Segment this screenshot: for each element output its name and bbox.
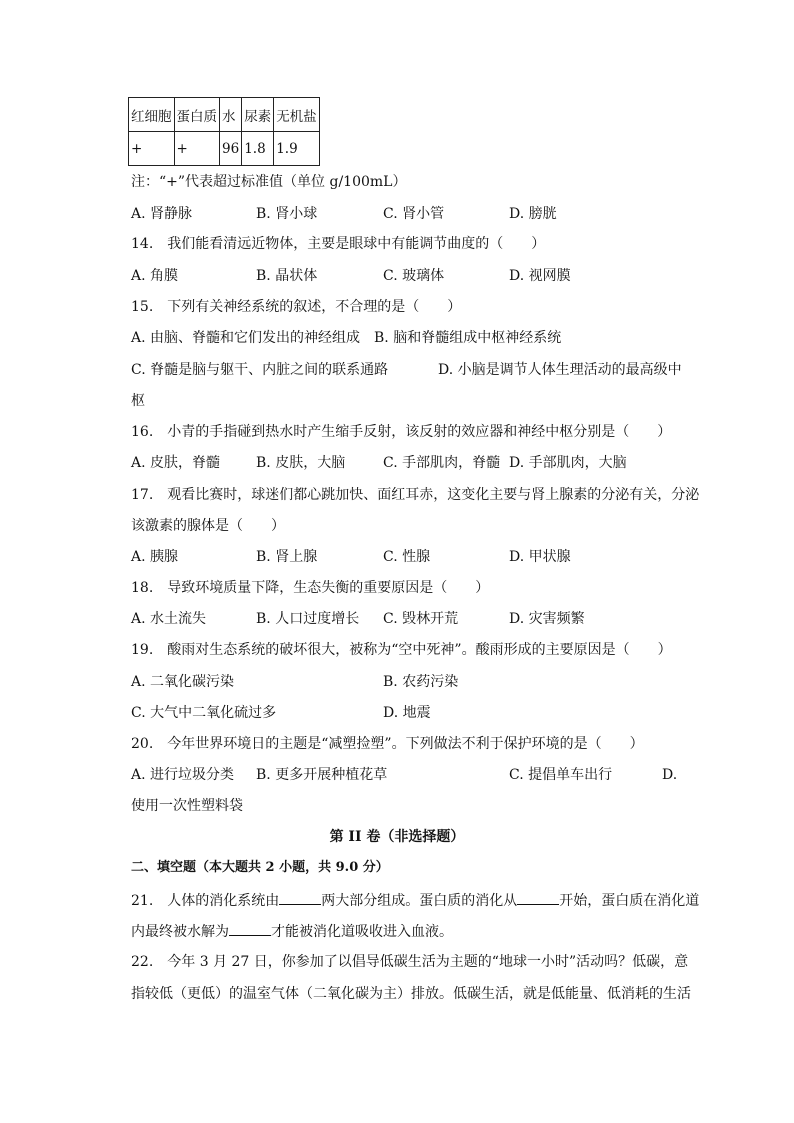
q19-option-c: C. 大气中二氧化硫过多 [131, 705, 277, 721]
table-header-cell: 蛋白质 [174, 98, 220, 132]
q21-text-4: 内最终被水解为 [131, 924, 229, 940]
table-header-cell: 无机盐 [274, 98, 320, 132]
q20-stem: 20. 今年世界环境日的主题是“减塑捡塑”。下列做法不利于保护环境的是（ ） [131, 736, 644, 752]
q13-option-c: C. 肾小管 [383, 206, 445, 222]
q18-option-c: C. 毁林开荒 [383, 611, 459, 627]
q17-stem: 17. 观看比赛时，球迷们都心跳加快、面红耳赤，这变化主要与肾上腺素的分泌有关，分泌 [131, 487, 700, 503]
q18-option-a: A. 水土流失 [131, 611, 207, 627]
q15-stem: 15. 下列有关神经系统的叙述，不合理的是（ ） [131, 299, 462, 315]
q16-stem: 16. 小青的手指碰到热水时产生缩手反射，该反射的效应器和神经中枢分别是（ ） [131, 424, 672, 440]
q22-line-2: 指较低（更低）的温室气体（二氧化碳为主）排放。低碳生活，就是低能量、低消耗的生活 [131, 986, 691, 1002]
part-two-title: 第 II 卷（非选择题） [329, 829, 465, 845]
q13-option-b: B. 肾小球 [256, 206, 318, 222]
q17-option-a: A. 胰腺 [131, 549, 179, 565]
section-two-heading: 二、填空题（本大题共 2 小题，共 9.0 分） [131, 860, 389, 875]
q21-line-2 [131, 921, 453, 942]
q17-option-c: C. 性腺 [383, 549, 431, 565]
q21-blank-2 [517, 890, 559, 905]
q18-option-d: D. 灾害频繁 [509, 611, 585, 627]
q16-option-a: A. 皮肤，脊髓 [131, 455, 221, 471]
q21-blank-1 [279, 890, 321, 905]
q15-option-a: A. 由脑、脊髓和它们发出的神经组成 [131, 330, 361, 346]
q20-option-d: D. [662, 767, 678, 783]
q17-option-d: D. 甲状腺 [509, 549, 571, 565]
q21-text-1: 21. 人体的消化系统由 [131, 893, 280, 909]
urine-data-table [128, 97, 320, 166]
table-cell: + [174, 132, 220, 166]
q15-option-d-wrap: 枢 [131, 393, 145, 409]
q15-option-c: C. 脊髓是脑与躯干、内脏之间的联系通路 [131, 362, 389, 378]
q20-option-c: C. 提倡单车出行 [509, 767, 613, 783]
q21-text-3: 开始，蛋白质在消化道 [559, 893, 700, 909]
q16-option-c: C. 手部肌肉，脊髓 [383, 455, 501, 471]
q14-option-a: A. 角膜 [131, 268, 179, 284]
table-cell: 1.9 [274, 132, 320, 166]
q13-option-a: A. 肾静脉 [131, 206, 193, 222]
q18-stem: 18. 导致环境质量下降，生态失衡的重要原因是（ ） [131, 580, 490, 596]
table-header-cell: 红细胞 [129, 98, 175, 132]
q19-option-d: D. 地震 [383, 705, 431, 721]
q20-option-a: A. 进行垃圾分类 [131, 767, 235, 783]
q18-option-b: B. 人口过度增长 [256, 611, 360, 627]
q17-option-b: B. 肾上腺 [256, 549, 318, 565]
q19-option-a: A. 二氧化碳污染 [131, 674, 235, 690]
q15-option-d: D. 小脑是调节人体生理活动的最高级中 [438, 362, 682, 378]
table-cell: 1.8 [242, 132, 274, 166]
table-cell: 96 [220, 132, 242, 166]
q22-line-1: 22. 今年 3 月 27 日，你参加了以倡导低碳生活为主题的“地球一小时”活动吗？低碳，意 [131, 954, 689, 970]
q21-line-1 [131, 890, 699, 911]
q14-option-d: D. 视网膜 [509, 268, 571, 284]
q16-option-b: B. 皮肤，大脑 [256, 455, 346, 471]
table-header-cell: 水 [220, 98, 242, 132]
q21-text-5: 才能被消化道吸收进入血液。 [271, 924, 453, 940]
q19-stem: 19. 酸雨对生态系统的破坏很大，被称为“空中死神”。酸雨形成的主要原因是（ ） [131, 642, 672, 658]
q13-option-d: D. 膀胱 [509, 206, 557, 222]
q21-blank-3 [229, 921, 271, 936]
table-header-cell: 尿素 [242, 98, 274, 132]
q20-option-d-wrap: 使用一次性塑料袋 [131, 798, 243, 814]
q15-option-b: B. 脑和脊髓组成中枢神经系统 [374, 330, 562, 346]
q20-option-b: B. 更多开展种植花草 [256, 767, 388, 783]
q19-option-b: B. 农药污染 [383, 674, 459, 690]
q14-option-b: B. 晶状体 [256, 268, 318, 284]
q14-option-c: C. 玻璃体 [383, 268, 445, 284]
q21-text-2: 两大部分组成。蛋白质的消化从 [321, 893, 518, 909]
q16-option-d: D. 手部肌肉，大脑 [509, 455, 627, 471]
table-header-row [129, 98, 320, 132]
q14-stem: 14. 我们能看清远近物体，主要是眼球中有能调节曲度的（ ） [131, 236, 546, 252]
q17-stem-cont: 该激素的腺体是（ ） [131, 518, 285, 534]
table-note: 注：“+”代表超过标准值（单位 g/100mL） [131, 174, 407, 190]
table-row [129, 132, 320, 166]
table-cell: + [129, 132, 175, 166]
